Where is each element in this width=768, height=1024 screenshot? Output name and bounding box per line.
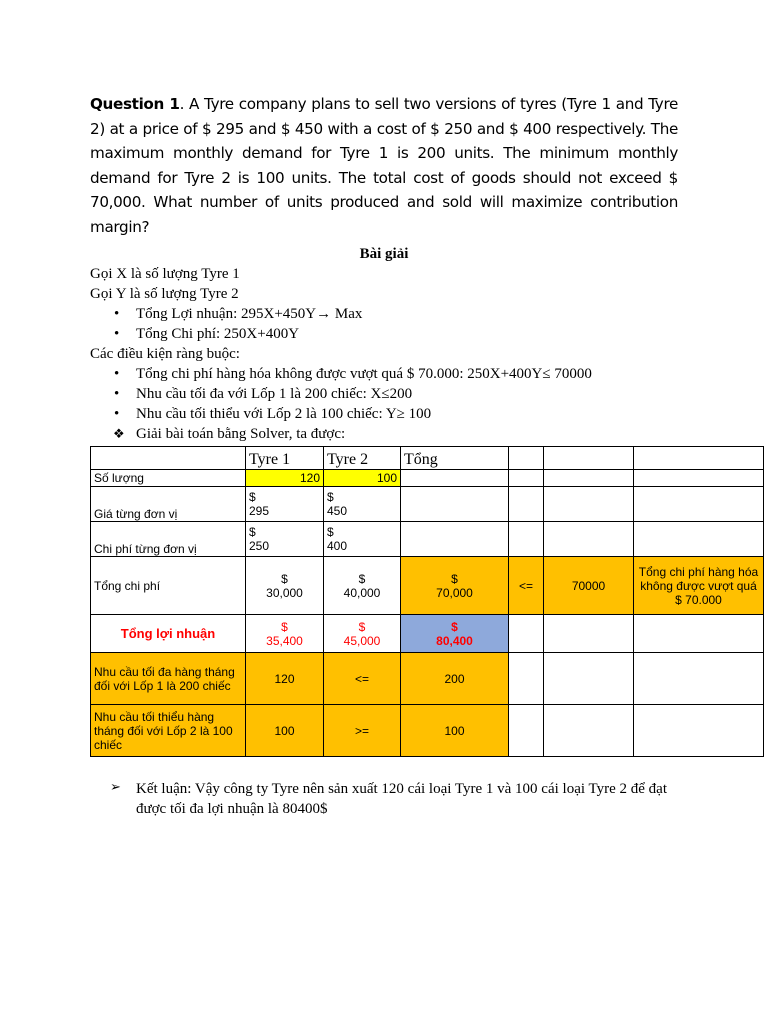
empty-cell — [509, 447, 544, 470]
total-cost-tyre2: 40,000 — [343, 585, 381, 600]
currency-symbol: $ — [281, 619, 288, 634]
unit-cost-tyre1-cell — [246, 522, 324, 557]
empty-cell — [634, 470, 764, 487]
unit-price-tyre2-cell — [324, 487, 401, 522]
empty-cell — [509, 522, 544, 557]
empty-cell — [401, 487, 509, 522]
total-profit-tyre2-cell — [324, 615, 401, 653]
unit-price-tyre2: 450 — [327, 504, 348, 518]
min-demand-value: 100 — [246, 705, 324, 757]
min-demand-operator: >= — [324, 705, 401, 757]
unit-price-label: Giá từng đơn vị — [91, 487, 246, 522]
empty-cell — [544, 487, 634, 522]
bullet-dot-icon: • — [114, 386, 120, 402]
header-total: Tổng — [401, 447, 509, 470]
objective-profit-line: Tổng Lợi nhuận: 295X+450Y→ Max — [136, 306, 363, 322]
table-row-unit-price — [91, 487, 764, 522]
currency-symbol: $ — [451, 619, 458, 634]
currency-symbol: $ — [358, 619, 366, 634]
variable-y-line: Gọi Y là số lượng Tyre 2 — [90, 286, 239, 302]
arrow-bullet-icon: ➢ — [110, 780, 121, 795]
currency-symbol: $ — [327, 525, 334, 539]
table-row-total-profit — [91, 615, 764, 653]
header-tyre2: Tyre 2 — [324, 447, 401, 470]
currency-symbol: $ — [358, 571, 366, 586]
total-cost-operator: <= — [509, 557, 544, 615]
total-cost-sum-cell — [401, 557, 509, 615]
question-text: . A Tyre company plans to sell two versions of tyres (Tyre 1 and Tyre 2) at a price of $ 295 and $ 450 with a cost of $ 250 and $ 400 respectively. The maximum monthly demand for Tyre 1 is 200 units. The minimum monthly demand for Tyre 2 is 100 units. The total cost of goods should not exceed $ 70,000. What number of units produced and sold will maximize contribution margin? — [90, 95, 678, 236]
empty-cell — [509, 615, 544, 653]
conclusion-text: Kết luận: Vậy công ty Tyre nên sản xuất 120 cái loại Tyre 1 và 100 cái loại Tyre 2 để đạt được tối đa lợi nhuận là 80400$ — [136, 781, 668, 817]
unit-price-tyre1: 295 — [249, 504, 270, 518]
solver-line: Giải bài toán bằng Solver, ta được: — [136, 426, 346, 442]
solver-table — [90, 446, 764, 757]
min-demand-limit: 100 — [401, 705, 509, 757]
quantity-tyre1: 120 — [246, 470, 324, 487]
table-header-row — [91, 447, 764, 470]
currency-symbol: $ — [281, 571, 288, 586]
unit-price-tyre1-cell — [246, 487, 324, 522]
empty-cell — [544, 522, 634, 557]
empty-cell — [634, 705, 764, 757]
unit-cost-tyre1: 250 — [249, 539, 270, 553]
max-demand-limit: 200 — [401, 653, 509, 705]
quantity-label: Số lượng — [91, 470, 246, 487]
currency-symbol: $ — [249, 490, 256, 504]
empty-cell — [634, 522, 764, 557]
empty-cell — [544, 653, 634, 705]
empty-cell — [544, 470, 634, 487]
total-cost-label: Tổng chi phí — [91, 557, 246, 615]
empty-cell — [544, 615, 634, 653]
empty-cell — [634, 487, 764, 522]
empty-cell — [634, 615, 764, 653]
constraint-max-demand-line: Nhu cầu tối đa với Lốp 1 là 200 chiếc: X≤200 — [136, 386, 413, 402]
total-profit-tyre1: 35,400 — [266, 633, 303, 648]
empty-cell — [544, 705, 634, 757]
currency-symbol: $ — [249, 525, 256, 539]
currency-symbol: $ — [451, 571, 458, 586]
diamond-bullet-icon: ❖ — [113, 426, 125, 441]
total-cost-tyre2-cell — [324, 557, 401, 615]
empty-cell — [509, 653, 544, 705]
total-profit-tyre2: 45,000 — [343, 633, 381, 648]
question-label: Question 1 — [90, 95, 180, 113]
table-row-unit-cost — [91, 522, 764, 557]
empty-cell — [509, 487, 544, 522]
total-profit-sum: 80,400 — [436, 633, 473, 648]
total-cost-tyre1-cell — [246, 557, 324, 615]
unit-cost-tyre2-cell — [324, 522, 401, 557]
total-cost-limit: 70000 — [544, 557, 634, 615]
empty-cell — [401, 522, 509, 557]
constraints-title: Các điều kiện ràng buộc: — [90, 346, 240, 362]
currency-symbol: $ — [327, 490, 334, 504]
quantity-tyre2: 100 — [324, 470, 401, 487]
total-cost-tyre1: 30,000 — [266, 585, 303, 600]
empty-cell — [509, 705, 544, 757]
total-profit-label: Tổng lợi nhuận — [91, 615, 246, 653]
table-row-total-cost — [91, 557, 764, 615]
total-profit-tyre1-cell — [246, 615, 324, 653]
bullet-dot-icon: • — [114, 306, 120, 322]
header-tyre1: Tyre 1 — [246, 447, 324, 470]
question-paragraph — [90, 92, 678, 239]
variable-x-line: Gọi X là số lượng Tyre 1 — [90, 266, 240, 282]
unit-cost-tyre2: 400 — [327, 539, 348, 553]
min-demand-label: Nhu cầu tối thiểu hàng tháng đối với Lốp 2 là 100 chiếc — [91, 705, 246, 757]
table-row-min-demand — [91, 705, 764, 757]
empty-cell — [401, 470, 509, 487]
constraint-min-demand-line: Nhu cầu tối thiểu với Lốp 2 là 100 chiếc: Y≥ 100 — [136, 406, 432, 422]
total-profit-sum-cell — [401, 615, 509, 653]
constraint-cost-line: Tổng chi phí hàng hóa không được vượt quá $ 70.000: 250X+400Y≤ 70000 — [136, 366, 592, 382]
bullet-dot-icon: • — [114, 366, 120, 382]
objective-cost-line: Tổng Chi phí: 250X+400Y — [136, 326, 300, 342]
max-demand-operator: <= — [324, 653, 401, 705]
total-cost-note: Tổng chi phí hàng hóa không được vượt quá $ 70.000 — [634, 557, 764, 615]
table-row-max-demand — [91, 653, 764, 705]
solution-title: Bài giải — [359, 246, 409, 262]
total-cost-sum: 70,000 — [436, 585, 473, 600]
unit-cost-label: Chi phí từng đơn vị — [91, 522, 246, 557]
empty-cell — [544, 447, 634, 470]
bullet-dot-icon: • — [114, 326, 120, 342]
empty-cell — [634, 653, 764, 705]
max-demand-value: 120 — [246, 653, 324, 705]
max-demand-label: Nhu cầu tối đa hàng tháng đối với Lốp 1 là 200 chiếc — [91, 653, 246, 705]
empty-cell — [634, 447, 764, 470]
empty-cell — [509, 470, 544, 487]
header-blank — [91, 447, 246, 470]
bullet-dot-icon: • — [114, 406, 120, 422]
table-row-quantity — [91, 470, 764, 487]
